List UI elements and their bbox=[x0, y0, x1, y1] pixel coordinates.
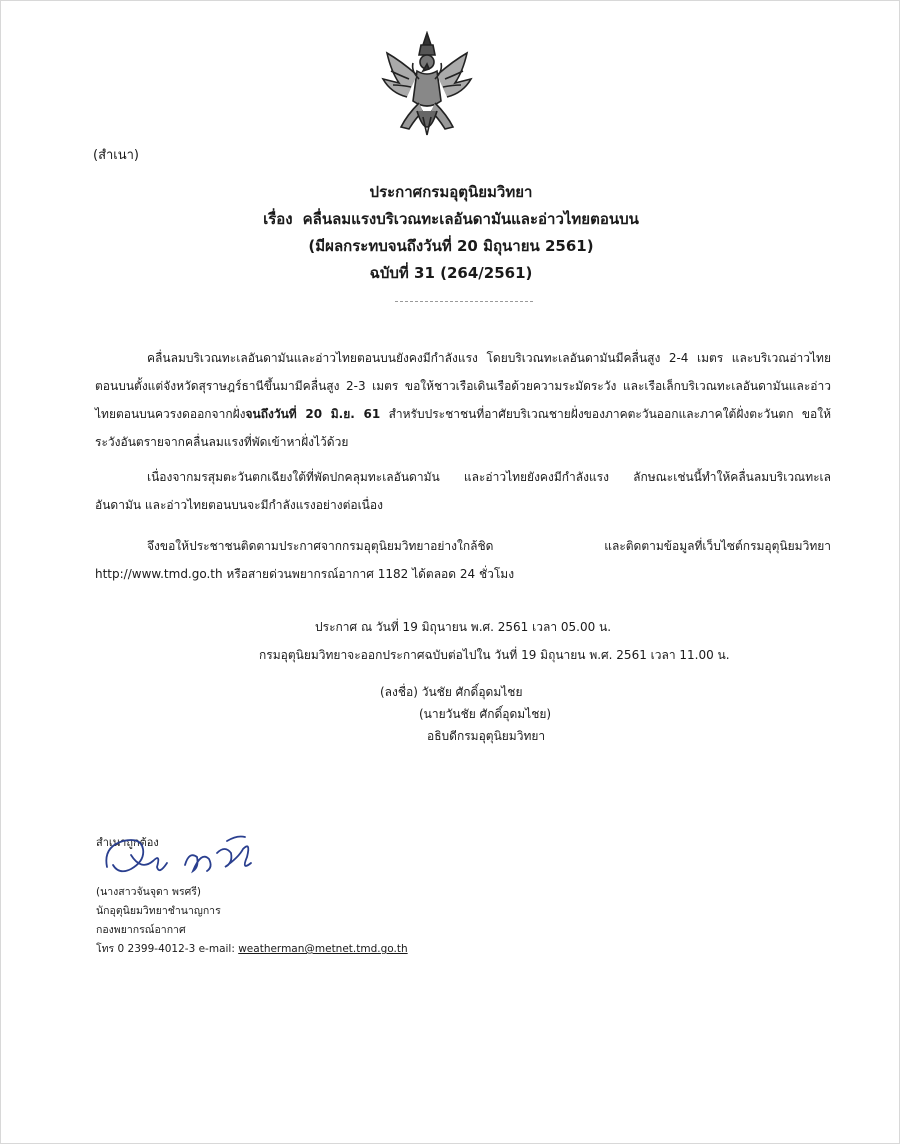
signed-by: (ลงชื่อ) วันชัย ศักดิ์อุดมไชย bbox=[380, 685, 523, 699]
officer-phone-email bbox=[96, 940, 408, 959]
handwritten-signature bbox=[101, 827, 261, 889]
subject-label: เรื่อง bbox=[263, 210, 293, 228]
signatory-position: อธิบดีกรมอุตุนิยมวิทยา bbox=[427, 729, 546, 743]
paragraph-1-bold: จนถึงวันที่ 20 มิ.ย. 61 bbox=[245, 407, 381, 421]
certified-copy: สำเนาถูกต้อง bbox=[96, 836, 159, 849]
announcement-title: ประกาศกรมอุตุนิยมวิทยา bbox=[369, 183, 533, 201]
paragraph-1 bbox=[95, 344, 831, 456]
paragraph-3 bbox=[95, 532, 831, 588]
paragraph-1-text-a: คลื่นลมบริเวณทะเลอันดามันและอ่าวไทยตอนบนยังคงมีกำลังแรง โดยบริเวณทะเลอันดามันมีคลื่นสูง 2-4 เมตร และบริเวณอ่าวไทยตอนบนตั้งแต่จังหวัดสุราษฎร์ธานีขึ้นมามีคลื่นสูง 2-3 เมตร ขอให้ชาวเรือเดินเรือด้วยความระมัดระวัง และเรือเล็กบริเวณทะเลอันดามันและอ่าวไทยตอนบนควรงดออกจากฝั่ง bbox=[95, 351, 831, 421]
paragraph-1-text-b: สำหรับประชาชนที่อาศัยบริเวณชายฝั่งของภาคตะวันออกและภาคใต้ฝั่งตะวันตก ขอให้ระวังอันตรายจากคลื่นลมแรงที่พัดเข้าหาฝั่งไว้ด้วย bbox=[95, 407, 831, 449]
signatory-name: (นายวันชัย ศักดิ์อุดมไชย) bbox=[419, 707, 552, 721]
email-link[interactable]: weatherman@metnet.tmd.go.th bbox=[238, 943, 408, 955]
garuda-emblem-icon bbox=[379, 31, 475, 147]
paragraph-2-text: เนื่องจากมรสุมตะวันตกเฉียงใต้ที่พัดปกคลุมทะเลอันดามัน และอ่าวไทยยังคงมีกำลังแรง ลักษณะเช่นนี้ทำให้คลื่นลมบริเวณทะเลอันดามัน และอ่าวไทยตอนบนจะมีกำลังแรงอย่างต่อเนื่อง bbox=[95, 470, 831, 512]
paragraph-3-text: จึงขอให้ประชาชนติดตามประกาศจากกรมอุตุนิยมวิทยาอย่างใกล้ชิด และติดตามข้อมูลที่เว็บไซต์กรมอุตุนิยมวิทยา http://www.tmd.go.th หรือสายด่วนพยากรณ์อากาศ 1182 ได้ตลอด 24 ชั่วโมง bbox=[95, 539, 831, 581]
next-issue: กรมอุตุนิยมวิทยาจะออกประกาศฉบับต่อไปใน วันที่ 19 มิถุนายน พ.ศ. 2561 เวลา 11.00 น. bbox=[259, 648, 730, 662]
announcement-subject bbox=[1, 206, 900, 233]
issue-date: ประกาศ ณ วันที่ 19 มิถุนายน พ.ศ. 2561 เวลา 05.00 น. bbox=[315, 620, 612, 634]
effect-period: (มีผลกระทบจนถึงวันที่ 20 มิถุนายน 2561) bbox=[308, 237, 594, 255]
copy-mark: (สำเนา) bbox=[93, 148, 140, 163]
officer-phone: โทร 0 2399-4012-3 e-mail: bbox=[96, 943, 239, 955]
announcement-header bbox=[1, 179, 900, 287]
officer-position: นักอุตุนิยมวิทยาชำนาญการ bbox=[96, 905, 221, 917]
paragraph-2 bbox=[95, 463, 831, 519]
subject-text: คลื่นลมแรงบริเวณทะเลอันดามันและอ่าวไทยตอนบน bbox=[302, 210, 639, 228]
officer-name: (นางสาวจันจุดา พรศรี) bbox=[96, 886, 201, 898]
officer-division: กองพยากรณ์อากาศ bbox=[96, 924, 186, 936]
header-divider bbox=[395, 301, 533, 302]
issue-number: ฉบับที่ 31 (264/2561) bbox=[369, 264, 533, 282]
officer-contact bbox=[96, 883, 408, 959]
